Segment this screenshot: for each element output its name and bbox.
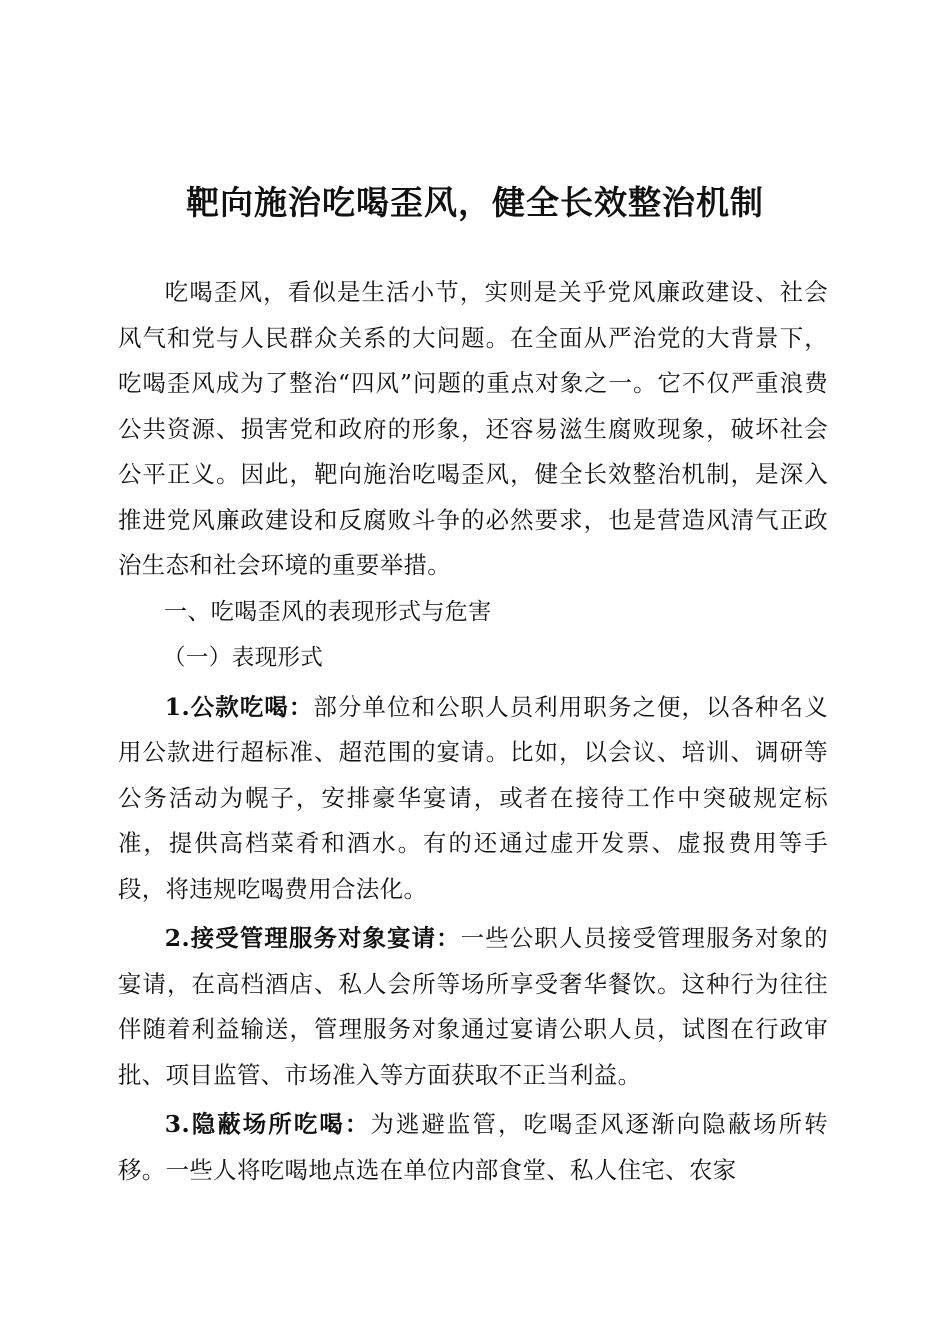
item-text: 为逃避监管，吃喝歪风逐渐向隐蔽场所转移。一些人将吃喝地点选在单位内部食堂、私人住宅、农家 <box>118 1110 828 1184</box>
list-item <box>118 916 828 1098</box>
item-text: 一些公职人员接受管理服务对象的宴请，在高档酒店、私人会所等场所享受奢华餐饮。这种行为往往伴随着利益输送，管理服务对象通过宴请公职人员，试图在行政审批、项目监管、市场准入等方面获取不正当利益。 <box>118 924 829 1089</box>
item-lead: 1.公款吃喝： <box>164 692 314 721</box>
item-lead: 3.隐蔽场所吃喝： <box>164 1110 371 1138</box>
list-item <box>118 685 828 913</box>
item-text: 部分单位和公职人员利用职务之便，以各种名义用公款进行超标准、超范围的宴请。比如，以会议、培训、调研等公务活动为幌子，安排豪华宴请，或者在接待工作中突破规定标准，提供高档菜肴和酒水。有的还通过虚开发票、虚报费用等手段，将违规吃喝费用合法化。 <box>118 692 828 903</box>
list-item <box>118 1102 828 1193</box>
document-body <box>118 270 828 1193</box>
document-title: 靶向施治吃喝歪风，健全长效整治机制 <box>186 183 764 222</box>
section-heading: 一、吃喝歪风的表现形式与危害 <box>164 598 492 625</box>
subsection-heading: （一）表现形式 <box>163 644 324 671</box>
item-lead: 2.接受管理服务对象宴请： <box>164 924 461 952</box>
intro-paragraph: 吃喝歪风，看似是生活小节，实则是关乎党风廉政建设、社会风气和党与人民群众关系的大问题。在全面从严治党的大背景下，吃喝歪风成为了整治“四风”问题的重点对象之一。它不仅严重浪费公共资源、损害党和政府的形象，还容易滋生腐败现象，破坏社会公平正义。因此，靶向施治吃喝歪风，健全长效整治机制，是深入推进党风廉政建设和反腐败斗争的必然要求，也是营造风清气正政治生态和社会环境的重要举措。 <box>118 278 828 579</box>
